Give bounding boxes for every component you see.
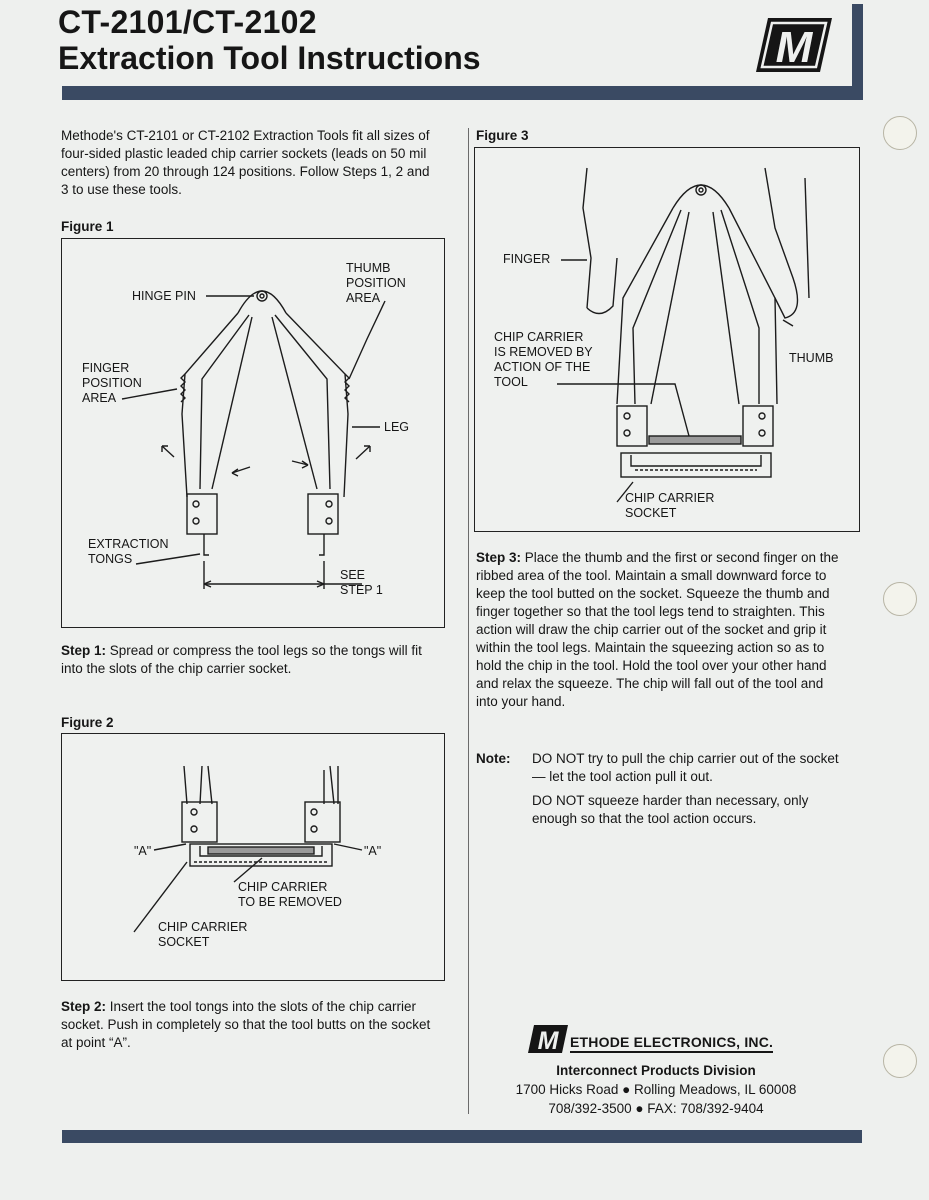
figure3-diagram: [474, 147, 860, 532]
step3-label: Step 3:: [476, 550, 522, 565]
punch-hole: [883, 116, 917, 150]
company-logo: [526, 1022, 816, 1056]
callout-finger: FINGER: [503, 252, 551, 266]
callout-chip-to-be-removed: CHIP CARRIER TO BE REMOVED: [238, 880, 342, 909]
callout-leg: LEG: [384, 420, 410, 434]
figure2-label: Figure 2: [61, 715, 114, 730]
division-name: Interconnect Products Division: [556, 1063, 756, 1078]
company-name: ETHODE ELECTRONICS, INC.: [570, 1034, 773, 1053]
column-divider: [468, 128, 469, 1114]
callout-point-a-left: "A": [134, 844, 152, 858]
step2-paragraph: [61, 998, 443, 1052]
methode-logo: [754, 14, 836, 76]
step1-paragraph: [61, 642, 441, 678]
svg-text:M: M: [775, 23, 813, 72]
note-line-2: DO NOT squeeze harder than necessary, only enough so that the tool action occurs.: [532, 793, 809, 826]
footer-rule: [62, 1130, 862, 1143]
callout-chip-carrier-removed: CHIP CARRIER IS REMOVED BY ACTION OF THE TOOL: [494, 330, 593, 389]
callout-finger-position-area: FINGER POSITION AREA: [82, 361, 142, 405]
callout-see-step-1: SEE STEP 1: [340, 568, 383, 597]
step2-text: Insert the tool tongs into the slots of the chip carrier socket. Push in completely so that the tool butts on the socket at point “A”.: [61, 999, 431, 1050]
callout-thumb-position-area: THUMB POSITION AREA: [346, 261, 406, 305]
document-title: Extraction Tool Instructions: [58, 40, 481, 76]
figure1-label: Figure 1: [61, 219, 114, 234]
header-rule: [62, 86, 862, 100]
figure2-drawing: [62, 734, 444, 980]
document-title-model: CT-2101/CT-2102: [58, 4, 317, 40]
step1-text: Spread or compress the tool legs so the tongs will fit into the slots of the chip carrier socket.: [61, 643, 422, 676]
company-phone: 708/392-3500 ● FAX: 708/392-9404: [548, 1101, 764, 1116]
callout-point-a-right: "A": [364, 844, 382, 858]
step3-paragraph: [476, 549, 844, 711]
svg-text:M: M: [537, 1027, 559, 1055]
step3-text: Place the thumb and the first or second finger on the ribbed area of the tool. Maintain a small downward force to keep the tool butted on the socket. Squeeze the thumb and finger together so that the tool legs tend to straighten. This action will draw the chip carrier out of the socket and grip it within the tool legs. Maintain the squeezing action so as to hold the chip in the tool. Hold the tool over your other hand and relax the squeeze. The chip will fall out of the tool and into your hand.: [476, 550, 839, 709]
callout-thumb: THUMB: [789, 351, 834, 365]
methode-mark-icon: [526, 1022, 570, 1056]
note-line-1: DO NOT try to pull the chip carrier out of the socket — let the tool action pull it out.: [532, 751, 839, 784]
figure2-diagram: [61, 733, 445, 981]
callout-chip-carrier-socket-fig3: CHIP CARRIER SOCKET: [625, 491, 715, 520]
intro-paragraph: Methode's CT-2101 or CT-2102 Extraction Tools fit all sizes of four-sided plastic leaded chip carrier sockets (leads on 50 mil centers) from 20 through 124 positions. Follow Steps 1, 2 and 3 to use these tools.: [61, 128, 430, 197]
step2-label: Step 2:: [61, 999, 107, 1014]
punch-hole: [883, 582, 917, 616]
callout-chip-carrier-socket: CHIP CARRIER SOCKET: [158, 920, 248, 949]
punch-hole: [883, 1044, 917, 1078]
company-address: 1700 Hicks Road ● Rolling Meadows, IL 60008: [515, 1082, 797, 1097]
callout-hinge-pin: HINGE PIN: [132, 289, 196, 303]
figure1-diagram: [61, 238, 445, 628]
note-label: Note:: [476, 751, 511, 766]
figure3-label: Figure 3: [476, 128, 529, 143]
step1-label: Step 1:: [61, 643, 107, 658]
callout-extraction-tongs: EXTRACTION TONGS: [88, 537, 169, 566]
